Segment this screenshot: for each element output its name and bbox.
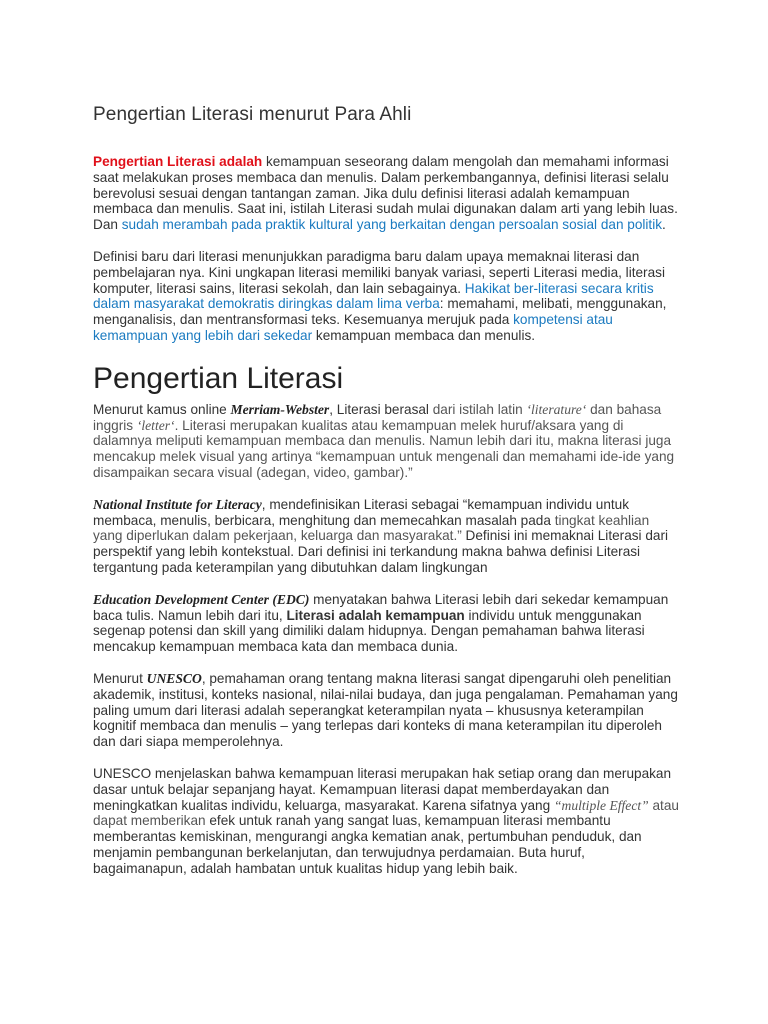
paragraph-edc: Education Development Center (EDC) menyatakan bahwa Literasi lebih dari sekedar kemampuan baca tulis. Namun lebih dari itu, Literasi adalah kemampuan individu untuk menggunakan segenap potensi dan skill yang dimiliki dalam hidupnya. Dengan pemahaman bahwa literasi mencakup kemampuan membaca kata dan membaca dunia. — [93, 591, 669, 655]
competency-link[interactable]: kompetensi atau kemampuan yang lebih dari sekedar — [93, 312, 613, 343]
edc-highlight: Literasi adalah kemampuan — [286, 607, 465, 623]
paragraph-unesco-2: UNESCO menjelaskan bahwa kemampuan literasi merupakan hak setiap orang dan merupakan dasar untuk belajar sepanjang hayat. Kemampuan literasi dapat memberdayakan dan meningkatkan kualitas individu, keluarga, masyarakat. Karena sifatnya yang “multiple Effect” atau dapat memberikan efek untuk ranah yang sangat luas, kemampuan literasi membantu memberantas kemiskinan, mengurangi angka kematian anak, pertumbuhan penduduk, dan menjamin pembangunan berkelanjutan, dan terwujudnya perdamaian. Buta huruf, bagaimanapun, adalah hambatan untuk kualitas hidup yang lebih baik. — [93, 765, 679, 876]
paragraph-definition: Pengertian Literasi adalah kemampuan seseorang dalam mengolah dan memahami informasi saat melakukan proses membaca dan menulis. Dalam perkembangannya, definisi literasi selalu berevolusi sesuai dengan tantangan zaman. Jika dulu definisi literasi adalah kemampuan membaca dan menulis. Saat ini, istilah Literasi sudah mulai digunakan dalam arti yang lebih luas. Dan sudah merambah pada praktik kultural yang berkaitan dengan persoalan sosial dan politik. — [93, 154, 678, 233]
unesco-source: UNESCO — [146, 670, 202, 686]
paragraph-text: kemampuan seseorang dalam mengolah dan memahami informasi saat melakukan proses membaca dan menulis. Dalam perkembangannya, definisi literasi selalu berevolusi sesuai dengan tantangan zaman. Jika dulu definisi literasi adalah kemampuan membaca dan menulis. Saat ini, istilah Literasi sudah mulai digunakan dalam arti yang lebih luas. Dan — [93, 154, 678, 233]
hakikat-link[interactable]: Hakikat ber-literasi secara kritis dalam masyarakat demokratis diringkas dalam lima verba — [93, 280, 654, 312]
main-title: Pengertian Literasi — [93, 361, 344, 395]
paragraph-unesco: Menurut UNESCO, pemahaman orang tentang makna literasi sangat dipengaruhi oleh penelitian akademik, institusi, konteks nasional, nilai-nilai budaya, dan juga pengalaman. Pemahaman yang paling umum dari literasi adalah seperangkat keterampilan nyata – khususnya keterampilan kognitif membaca dan menulis – yang terlepas dari konteks di mana keterampilan itu diperoleh dan dari siapa memperolehnya. — [93, 670, 678, 750]
paragraph-new-definition: Definisi baru dari literasi menunjukkan paradigma baru dalam upaya memaknai literasi dan pembelajaran nya. Kini ungkapan literasi memiliki banyak variasi, seperti Literasi media, literasi komputer, literasi sains, literasi sekolah, dan lain sebagainya. Hakikat ber-literasi secara kritis dalam masyarakat demokratis diringkas dalam lima verba: memahami, melibati, menggunakan, menganalisis, dan mentransformasi teks. Kesemuanya merujuk pada kompetensi atau kemampuan yang lebih dari sekedar kemampuan membaca dan menulis. — [93, 248, 667, 343]
multiple-effect-term: “multiple Effect” — [553, 797, 649, 813]
nifl-source: National Institute for Literacy — [93, 496, 262, 512]
definition-lead: Pengertian Literasi adalah — [93, 154, 263, 169]
edc-source: Education Development Center (EDC) — [93, 591, 310, 607]
section-subtitle: Pengertian Literasi menurut Para Ahli — [93, 104, 412, 125]
paragraph-merriam-webster: Menurut kamus online Merriam-Webster, Literasi berasal dari istilah latin ‘literature‘ dan bahasa inggris ‘letter‘. Literasi merupakan kualitas atau kemampuan melek huruf/aksara yang di dalamnya meliputi kemampuan membaca dan menulis. Namun lebih dari itu, makna literasi juga mencakup melek visual yang artinya “kemampuan untuk mengenali dan memahami ide-ide yang disampaikan secara visual (adegan, video, gambar).” — [93, 401, 675, 480]
cultural-practice-link[interactable]: sudah merambah pada praktik kultural yang berkaitan dengan persoalan sosial dan politik — [121, 217, 663, 233]
paragraph-nifl: National Institute for Literacy, mendefinisikan Literasi sebagai “kemampuan individu untuk membaca, menulis, berbicara, menghitung dan memecahkan masalah pada tingkat keahlian yang diperlukan dalam pekerjaan, keluarga dan masyarakat.” Definisi ini memaknai Literasi dari perspektif yang lebih kontekstual. Dari definisi ini terkandung makna bahwa definisi Literasi tergantung pada keterampilan yang dibutuhkan dalam lingkungan — [93, 496, 669, 575]
merriam-webster-source: Merriam-Webster — [230, 401, 330, 417]
